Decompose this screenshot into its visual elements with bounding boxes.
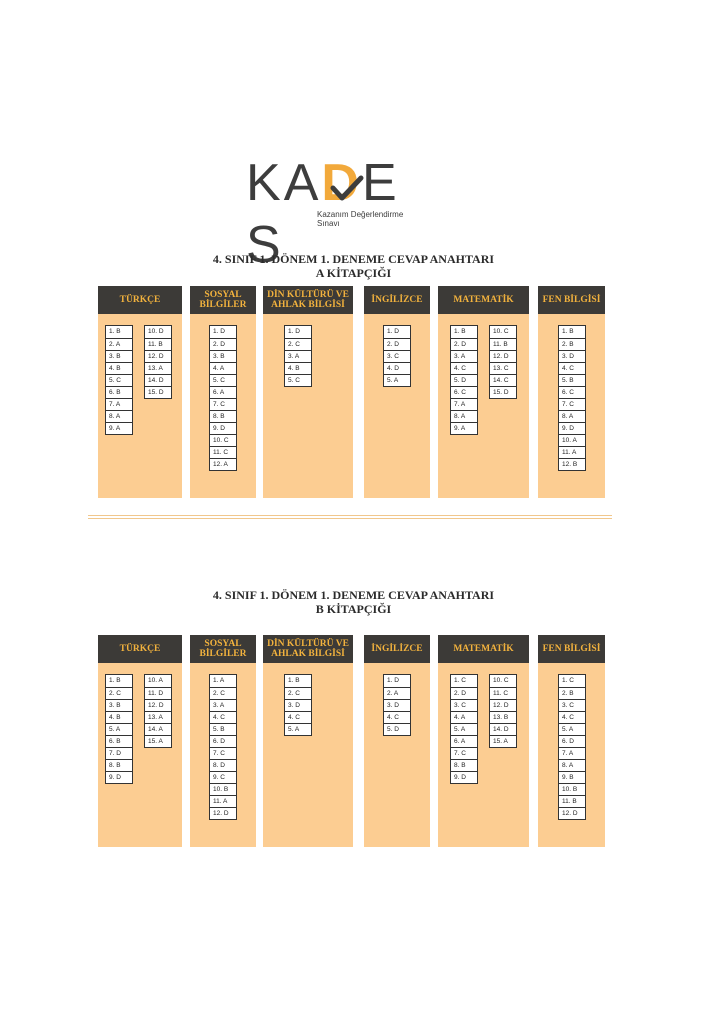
subject-column [538,635,605,847]
answer-cell: 2. C [285,687,311,699]
answer-group [209,674,237,820]
answer-cell: 11. C [490,687,516,699]
answer-cell: 4. C [451,362,477,374]
answer-group [209,325,237,471]
answer-cell: 13. A [145,711,171,723]
heading-title: 4. SINIF 1. DÖNEM 1. DENEME CEVAP ANAHTARI [212,252,495,266]
answer-cell: 2. C [210,687,236,699]
subject-header: İNGİLİZCE [364,286,430,314]
answer-cell: 5. C [106,374,132,386]
answer-cell: 4. C [285,711,311,723]
answer-cell: 14. C [490,374,516,386]
answer-cell: 12. D [490,350,516,362]
answer-cell: 14. A [145,723,171,735]
answer-group [489,674,517,748]
answer-cell: 13. B [490,711,516,723]
subject-header: İNGİLİZCE [364,635,430,663]
answer-cell: 2. D [451,338,477,350]
answer-group [144,674,172,748]
answer-cell: 1. C [562,677,574,684]
answer-cell: 15. D [145,386,171,398]
answer-cell: 8. A [451,410,477,422]
answer-cell: 7. A [559,747,585,759]
answer-cell: 1. B [109,328,121,335]
answer-cell: 9. A [106,422,132,434]
answer-cell: 2. D [384,338,410,350]
subject-column [263,286,353,498]
answer-cell: 11. A [210,795,236,807]
answer-cell: 10. A [148,677,163,684]
answer-cell: 5. A [384,374,410,386]
answer-group [558,325,586,471]
heading-subtitle: A KİTAPÇIĞI [315,266,392,280]
logo-letter: S [246,216,284,274]
heading-subtitle: B KİTAPÇIĞI [315,602,392,616]
answer-cell: 9. D [451,771,477,783]
answer-cell: 12. D [559,807,585,819]
answer-cell: 12. B [559,458,585,470]
answer-group [144,325,172,399]
answer-cell: 3. B [106,699,132,711]
answer-cell: 2. B [559,338,585,350]
subject-header: SOSYAL BİLGİLER [190,635,256,663]
answer-cell: 10. B [210,783,236,795]
answer-cell: 5. A [106,723,132,735]
answer-cell: 10. C [493,328,509,335]
answer-key-booklet-a [98,286,608,498]
answer-cell: 4. D [384,362,410,374]
answer-cell: 1. B [288,677,300,684]
answer-cell: 10. B [559,783,585,795]
subject-column [190,635,256,847]
answer-cell: 9. D [210,422,236,434]
answer-cell: 12. D [145,350,171,362]
subject-header: TÜRKÇE [98,286,182,314]
answer-cell: 3. A [210,699,236,711]
answer-cell: 5. B [559,374,585,386]
subject-header: MATEMATİK [438,635,529,663]
answer-cell: 6. A [210,386,236,398]
answer-cell: 5. A [285,723,311,735]
answer-cell: 2. A [106,338,132,350]
answer-cell: 8. A [106,410,132,422]
answer-cell: 6. C [451,386,477,398]
answer-cell: 11. D [145,687,171,699]
answer-cell: 3. C [559,699,585,711]
answer-cell: 1. A [213,677,225,684]
answer-cell: 7. C [451,747,477,759]
answer-cell: 10. C [493,677,509,684]
answer-cell: 7. C [210,398,236,410]
answer-group [383,674,411,736]
answer-key-booklet-b [98,635,608,847]
answer-cell: 2. B [559,687,585,699]
answer-cell: 5. D [384,723,410,735]
answer-group [489,325,517,399]
logo-subtitle-line: Kazanım Değerlendirme [317,210,404,219]
answer-cell: 8. B [451,759,477,771]
answer-cell: 3. C [451,699,477,711]
answer-cell: 4. C [210,711,236,723]
answer-cell: 1. D [288,328,300,335]
answer-cell: 14. D [145,374,171,386]
answer-cell: 5. D [451,374,477,386]
subject-header: TÜRKÇE [98,635,182,663]
answer-cell: 5. C [210,374,236,386]
answer-cell: 15. A [490,735,516,747]
answer-cell: 12. D [145,699,171,711]
answer-cell: 5. A [559,723,585,735]
answer-cell: 10. A [559,434,585,446]
answer-cell: 4. C [559,362,585,374]
answer-group [450,325,478,435]
answer-cell: 11. B [490,338,516,350]
answer-cell: 1. B [454,328,466,335]
answer-cell: 15. D [490,386,516,398]
answer-cell: 9. C [210,771,236,783]
answer-cell: 5. A [451,723,477,735]
answer-cell: 1. D [213,328,225,335]
answer-cell: 6. B [106,386,132,398]
answer-cell: 8. D [210,759,236,771]
answer-group [284,325,312,387]
subject-column [438,635,529,847]
answer-cell: 1. B [109,677,121,684]
subject-column [98,286,182,498]
answer-cell: 15. A [145,735,171,747]
answer-cell: 11. B [559,795,585,807]
subject-header: FEN BİLGİSİ [538,635,605,663]
answer-group [105,674,133,784]
answer-group [450,674,478,784]
logo-letter: A [283,154,322,212]
answer-cell: 12. D [210,807,236,819]
answer-cell: 3. D [559,350,585,362]
section-divider [88,515,612,521]
answer-cell: 11. B [145,338,171,350]
answer-cell: 4. A [451,711,477,723]
answer-cell: 12. A [210,458,236,470]
answer-cell: 2. C [285,338,311,350]
answer-group [383,325,411,387]
answer-cell: 5. C [285,374,311,386]
answer-cell: 9. D [106,771,132,783]
answer-cell: 9. B [559,771,585,783]
answer-cell: 2. C [106,687,132,699]
answer-cell: 4. B [106,711,132,723]
answer-cell: 4. B [106,362,132,374]
answer-group [558,674,586,820]
booklet-b-heading [0,588,707,616]
answer-cell: 13. C [490,362,516,374]
answer-cell: 6. D [210,735,236,747]
answer-cell: 1. B [562,328,574,335]
answer-cell: 8. B [210,410,236,422]
answer-cell: 13. A [145,362,171,374]
answer-cell: 2. D [451,687,477,699]
answer-cell: 4. A [210,362,236,374]
subject-header: SOSYAL BİLGİLER [190,286,256,314]
answer-cell: 6. C [559,386,585,398]
answer-cell: 6. A [451,735,477,747]
logo-subtitle [317,210,403,228]
subject-header: DİN KÜLTÜRÜ VE AHLAK BİLGİSİ [263,286,353,314]
answer-cell: 7. A [451,398,477,410]
heading-title: 4. SINIF 1. DÖNEM 1. DENEME CEVAP ANAHTARI [212,588,495,602]
answer-cell: 1. D [387,677,399,684]
subject-column [438,286,529,498]
answer-cell: 1. C [454,677,466,684]
subject-header: FEN BİLGİSİ [538,286,605,314]
answer-cell: 3. A [451,350,477,362]
answer-cell: 7. D [106,747,132,759]
subject-header: DİN KÜLTÜRÜ VE AHLAK BİLGİSİ [263,635,353,663]
answer-cell: 8. B [106,759,132,771]
answer-cell: 8. A [559,410,585,422]
subject-column [538,286,605,498]
answer-cell: 10. C [210,434,236,446]
checkmark-icon [329,174,365,204]
booklet-a-heading [0,252,707,280]
answer-cell: 10. D [148,328,164,335]
answer-cell: 3. A [285,350,311,362]
answer-cell: 3. C [384,350,410,362]
subject-column [190,286,256,498]
answer-cell: 11. A [559,446,585,458]
answer-group [105,325,133,435]
answer-cell: 11. C [210,446,236,458]
subject-column [364,635,430,847]
subject-column [263,635,353,847]
answer-cell: 3. D [285,699,311,711]
logo-subtitle-line: Sınavı [317,219,340,228]
logo-letter-d: D [321,154,362,212]
subject-column [364,286,430,498]
logo-letter: E [361,154,400,212]
answer-group [284,674,312,736]
answer-cell: 4. C [559,711,585,723]
answer-cell: 6. D [559,735,585,747]
answer-cell: 4. B [285,362,311,374]
answer-cell: 7. A [106,398,132,410]
logo-letter: K [246,154,284,212]
subject-column [98,635,182,847]
answer-cell: 2. D [210,338,236,350]
answer-cell: 9. D [559,422,585,434]
answer-cell: 4. C [384,711,410,723]
answer-cell: 7. C [210,747,236,759]
answer-cell: 14. D [490,723,516,735]
answer-cell: 6. B [106,735,132,747]
subject-header: MATEMATİK [438,286,529,314]
answer-cell: 12. D [490,699,516,711]
answer-cell: 7. C [559,398,585,410]
answer-cell: 3. D [384,699,410,711]
answer-cell: 8. A [559,759,585,771]
answer-cell: 3. B [210,350,236,362]
answer-cell: 1. D [387,328,399,335]
answer-cell: 3. B [106,350,132,362]
answer-cell: 9. A [451,422,477,434]
answer-cell: 5. B [210,723,236,735]
answer-cell: 2. A [384,687,410,699]
